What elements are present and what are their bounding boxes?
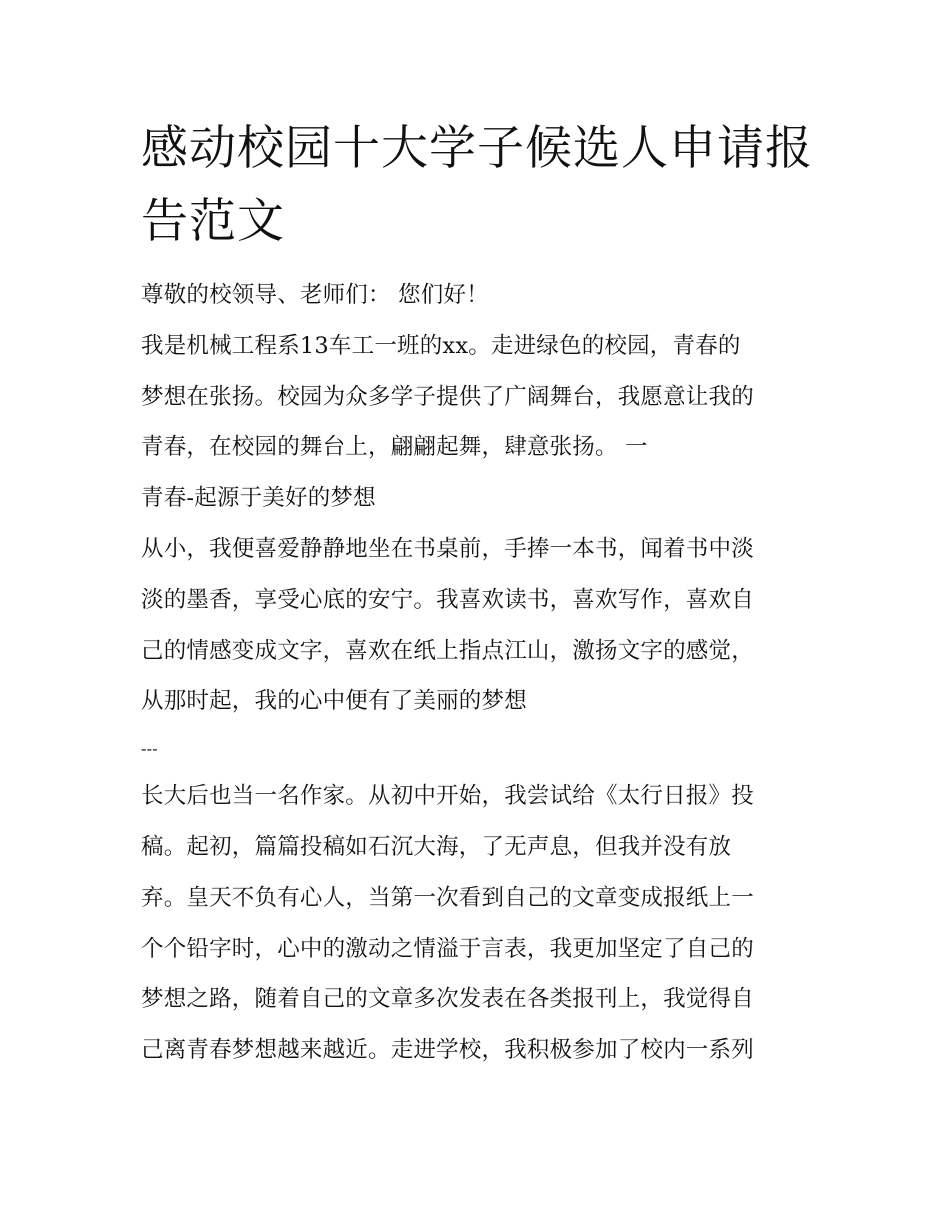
paragraph-line: 我是机械工程系13车工一班的xx。走进绿色的校园，青春的 [141, 332, 741, 359]
paragraph-line: 淡的墨香，享受心底的安宁。我喜欢读书，喜欢写作，喜欢自 [141, 586, 754, 613]
document-title: 感动校园十大学子候选人申请报告范文 [141, 121, 813, 249]
paragraph-line: 梦想在张扬。校园为众多学子提供了广阔舞台，我愿意让我的 [141, 383, 754, 410]
paragraph-line: 从小，我便喜爱静静地坐在书桌前，手捧一本书，闻着书中淡 [141, 535, 754, 562]
paragraph-line: 稿。起初，篇篇投稿如石沉大海，了无声息，但我并没有放 [141, 833, 732, 860]
paragraph-line: 弃。皇天不负有心人，当第一次看到自己的文章变成报纸上一 [141, 884, 754, 911]
section-heading: 青春-起源于美好的梦想 [141, 485, 376, 512]
paragraph-line: 青春，在校园的舞台上，翩翩起舞，肆意张扬。 一 [141, 434, 648, 461]
paragraph-line: 己离青春梦想越来越近。走进学校，我积极参加了校内一系列 [141, 1037, 754, 1064]
separator-text: --- [141, 739, 158, 759]
paragraph-line: 个个铅字时，心中的激动之情溢于言表，我更加坚定了自己的 [141, 935, 754, 962]
paragraph-line: 长大后也当一名作家。从初中开始，我尝试给《太行日报》投 [141, 783, 754, 810]
paragraph-line: 己的情感变成文字，喜欢在纸上指点江山，激扬文字的感觉， [141, 637, 754, 664]
paragraph-line: 尊敬的校领导、老师们： 您们好！ [141, 282, 489, 308]
paragraph-line: 从那时起，我的心中便有了美丽的梦想 [141, 688, 527, 715]
document-body [141, 270, 813, 1076]
document-content [141, 112, 813, 1076]
paragraph-line: 梦想之路，随着自己的文章多次发表在各类报刊上，我觉得自 [141, 986, 754, 1013]
